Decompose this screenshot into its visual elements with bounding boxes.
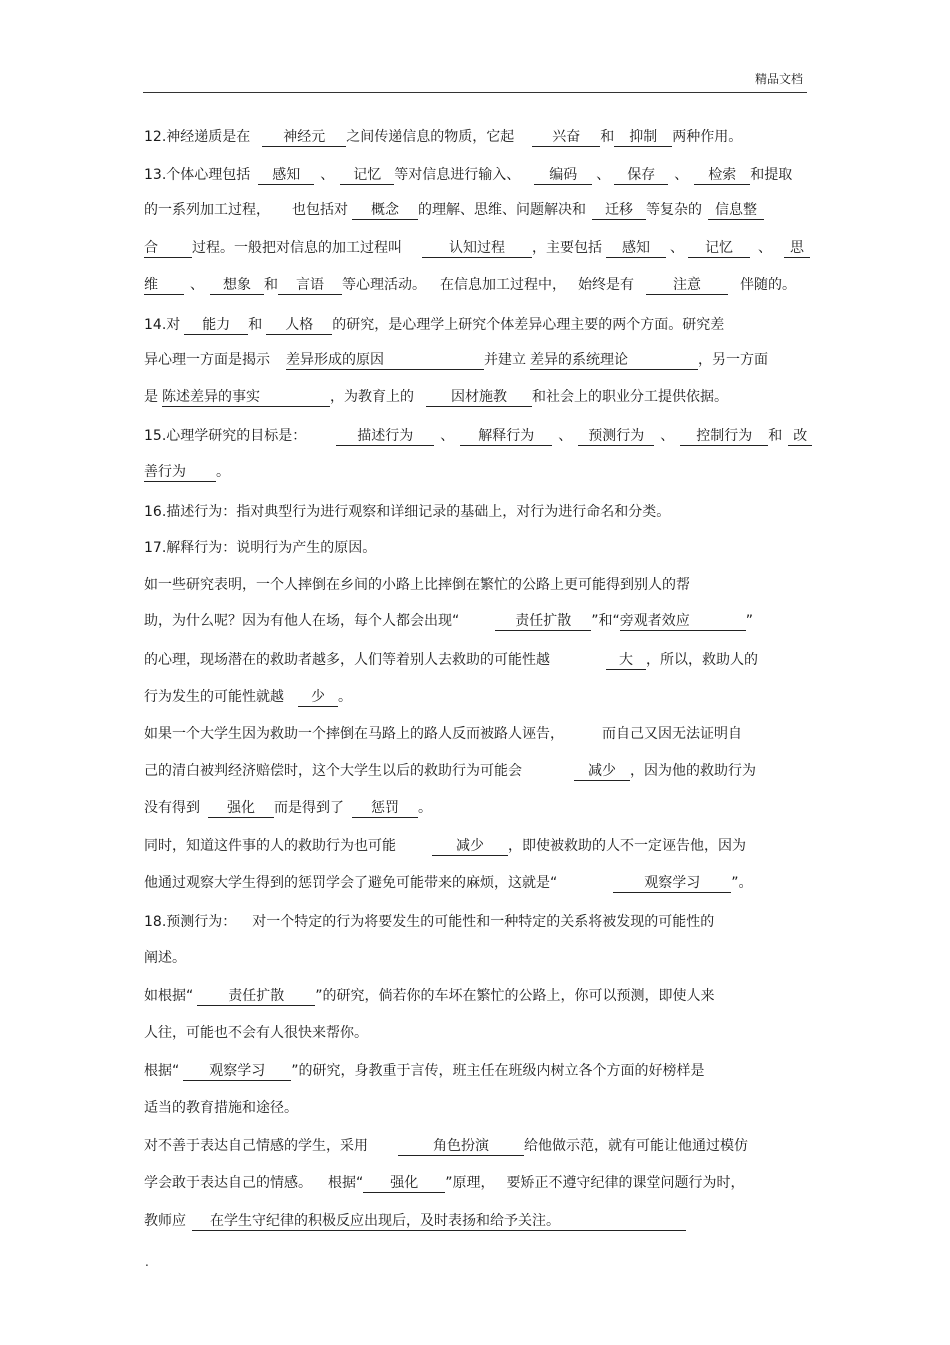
q14-line-3	[144, 388, 728, 407]
answer-blank: 保存	[614, 167, 668, 185]
text: 伴随的。	[740, 277, 796, 293]
text: 过程。一般把对信息的加工过程叫	[192, 240, 402, 256]
text: 。	[216, 464, 230, 480]
text: ，即使被救助的人不一定诬告他，因为	[508, 838, 746, 854]
text: 的一系列加工过程，	[144, 202, 270, 218]
text: 的理解、思维、问题解决和	[418, 202, 586, 218]
text: ，所以，救助人的	[646, 652, 758, 668]
separator: 、	[674, 167, 689, 183]
text: 和	[264, 277, 278, 293]
q18-p2-line-2: 适当的教育措施和途径。	[144, 1100, 298, 1116]
text: 助，为什么呢？因为有他人在场，每个人都会出现“	[144, 613, 460, 629]
text: 而是得到了	[274, 800, 344, 816]
q13-line-1	[144, 166, 792, 185]
separator: 、	[558, 428, 573, 444]
text: 根据“	[144, 1063, 180, 1079]
answer-blank: 强化	[208, 800, 274, 818]
text: 两种作用。	[672, 129, 743, 145]
text: 的研究，是心理学上研究个体差异心理主要的两个方面。研究差	[332, 317, 725, 333]
text: ，另一方面	[698, 352, 768, 368]
text: 14.对	[144, 317, 181, 333]
q18-p1-line-1	[144, 987, 715, 1006]
answer-blank: 言语	[278, 277, 342, 295]
text: 18.预测行为：	[144, 914, 237, 930]
page-header	[143, 68, 807, 93]
text: 己的清白被判经济赔偿时，这个大学生以后的救助行为可能会	[144, 763, 522, 779]
text: 给他做示范，就有可能让他通过模仿	[524, 1138, 748, 1154]
separator: 、	[320, 167, 335, 183]
text: 在信息加工过程中，	[440, 277, 566, 293]
q12-line	[144, 128, 742, 147]
q17-p1-line-1: 如一些研究表明，一个人摔倒在乡间的小路上比摔倒在繁忙的公路上更可能得到别人的帮	[144, 577, 690, 593]
text: ，为教育上的	[330, 389, 414, 405]
q17-p1-line-2	[144, 612, 753, 631]
answer-blank: 在学生守纪律的积极反应出现后，及时表扬和给予关注。	[192, 1213, 686, 1231]
text: 教师应	[144, 1213, 186, 1229]
q18-p1-line-2: 人往，可能也不会有人很快来帮你。	[144, 1025, 368, 1041]
answer-blank: 强化	[363, 1175, 445, 1193]
text: 12.神经递质是在	[144, 129, 251, 145]
q17-p2-line-3	[144, 799, 432, 818]
text: 学会敢于表达自己的情感。	[144, 1175, 312, 1191]
text: 要矫正不遵守纪律的课堂问题行为时，	[506, 1175, 745, 1191]
answer-blank: 减少	[574, 763, 630, 781]
answer-blank: 差异的系统理论	[530, 352, 698, 370]
text: 13.个体心理包括	[144, 167, 251, 183]
answer-blank: 描述行为	[336, 428, 434, 446]
q14-line-1	[144, 316, 724, 335]
text: 和	[768, 428, 783, 444]
text: ”的研究，身教重于言传，班主任在班级内树立各个方面的好榜样是	[291, 1063, 705, 1079]
answer-blank: 检索	[694, 167, 750, 185]
answer-blank: 能力	[184, 317, 248, 335]
text: 并建立	[484, 352, 526, 368]
answer-blank: 抑制	[614, 129, 672, 147]
text: 之间传递信息的物质，它起	[346, 129, 515, 145]
q18-line-2: 阐述。	[144, 950, 186, 966]
text: 。	[338, 689, 352, 705]
header-label: 精品文档	[754, 72, 803, 86]
answer-blank: 思	[784, 240, 810, 258]
separator: 、	[440, 428, 455, 444]
text: 等对信息进行输入、	[394, 167, 521, 183]
answer-blank: 兴奋	[532, 129, 600, 147]
answer-blank: 角色扮演	[398, 1138, 524, 1156]
answer-blank: 想象	[210, 277, 264, 295]
q17-heading: 17.解释行为：说明行为产生的原因。	[144, 540, 377, 556]
text: 异心理一方面是揭示	[144, 352, 270, 368]
text: ”的研究，倘若你的车坏在繁忙的公路上，你可以预测，即使人来	[315, 988, 715, 1004]
answer-blank: 观察学习	[613, 875, 731, 893]
separator: 、	[660, 428, 675, 444]
q16-line: 16.描述行为：指对典型行为进行观察和详细记录的基础上，对行为进行命名和分类。	[144, 504, 671, 520]
answer-blank: 控制行为	[680, 428, 768, 446]
q17-p1-line-3	[144, 651, 758, 670]
text: ”。	[731, 875, 753, 891]
q14-line-2	[144, 351, 768, 370]
q15-line-1	[144, 427, 812, 446]
text: 行为发生的可能性就越	[144, 689, 284, 705]
text: 如果一个大学生因为救助一个摔倒在马路上的路人反而被路人诬告，	[144, 726, 564, 742]
text: ，主要包括	[532, 240, 602, 256]
text: 对不善于表达自己情感的学生，采用	[144, 1138, 368, 1154]
q17-p2-line-1	[144, 725, 742, 743]
separator: 、	[190, 277, 204, 293]
separator: 、	[670, 240, 684, 256]
q17-p3-line-1	[144, 837, 746, 856]
text: 是	[144, 389, 158, 405]
q17-p3-line-2	[144, 874, 753, 893]
answer-blank: 改	[788, 428, 812, 446]
answer-blank: 记忆	[340, 167, 394, 185]
q17-p2-line-2	[144, 762, 756, 781]
answer-blank: 人格	[266, 317, 332, 335]
q13-line-2	[144, 201, 764, 220]
answer-blank: 责任扩散	[495, 613, 591, 631]
answer-blank: 解释行为	[460, 428, 552, 446]
separator: 、	[596, 167, 611, 183]
answer-blank: 感知	[258, 167, 314, 185]
text: 。	[418, 800, 432, 816]
text: ”	[745, 613, 754, 629]
text: 始终是有	[578, 277, 634, 293]
q13-line-4	[144, 276, 796, 295]
answer-blank: 观察学习	[183, 1063, 291, 1081]
text: 和	[600, 129, 615, 145]
answer-blank: 因材施教	[426, 389, 532, 407]
text: 对一个特定的行为将要发生的可能性和一种特定的关系将被发现的可能性的	[252, 914, 715, 930]
answer-blank: 维	[144, 277, 184, 295]
q17-p1-line-4	[144, 688, 352, 707]
text: 没有得到	[144, 800, 200, 816]
text: ，因为他的救助行为	[630, 763, 756, 779]
answer-blank: 减少	[432, 838, 508, 856]
q18-p3-line-2	[144, 1174, 745, 1193]
answer-blank: 神经元	[262, 129, 346, 147]
answer-blank: 旁观者效应	[620, 613, 746, 631]
page-end-dot: .	[145, 1255, 149, 1269]
separator: 、	[758, 240, 772, 256]
text: 的心理，现场潜在的救助者越多，人们等着别人去救助的可能性越	[144, 652, 550, 668]
q18-p3-line-3	[144, 1212, 686, 1231]
q18-line-1	[144, 913, 714, 931]
text: 根据“	[328, 1175, 364, 1191]
answer-blank: 惩罚	[352, 800, 418, 818]
answer-blank: 大	[606, 652, 646, 670]
q15-line-2	[144, 463, 230, 482]
answer-blank: 编码	[534, 167, 592, 185]
text: 如根据“	[144, 988, 194, 1004]
q13-line-3	[144, 239, 810, 258]
text: 等心理活动。	[342, 277, 426, 293]
text: 和社会上的职业分工提供依据。	[532, 389, 728, 405]
text: 同时，知道这件事的人的救助行为也可能	[144, 838, 396, 854]
text: 和	[248, 317, 263, 333]
answer-blank: 责任扩散	[197, 988, 315, 1006]
text: 他通过观察大学生得到的惩罚学会了避免可能带来的麻烦，这就是“	[144, 875, 558, 891]
answer-blank: 善行为	[144, 464, 216, 482]
text: 等复杂的	[646, 202, 702, 218]
text: 也包括对	[292, 202, 348, 218]
answer-blank: 陈述差异的事实	[162, 389, 330, 407]
text: ”原理，	[445, 1175, 495, 1191]
q18-p2-line-1	[144, 1062, 705, 1081]
answer-blank: 感知	[606, 240, 666, 258]
text: 而自己又因无法证明自	[602, 726, 742, 742]
answer-blank: 概念	[352, 202, 418, 220]
answer-blank: 少	[298, 689, 338, 707]
answer-blank: 迁移	[592, 202, 646, 220]
text: ”和“	[591, 613, 620, 629]
answer-blank: 注意	[646, 277, 728, 295]
answer-blank: 合	[144, 240, 192, 258]
answer-blank: 记忆	[688, 240, 750, 258]
text: 和提取	[750, 167, 793, 183]
text: 15.心理学研究的目标是：	[144, 428, 307, 444]
q18-p3-line-1	[144, 1137, 748, 1156]
answer-blank: 差异形成的原因	[286, 352, 484, 370]
answer-blank: 预测行为	[578, 428, 654, 446]
answer-blank: 认知过程	[422, 240, 532, 258]
answer-blank: 信息整	[708, 202, 764, 220]
